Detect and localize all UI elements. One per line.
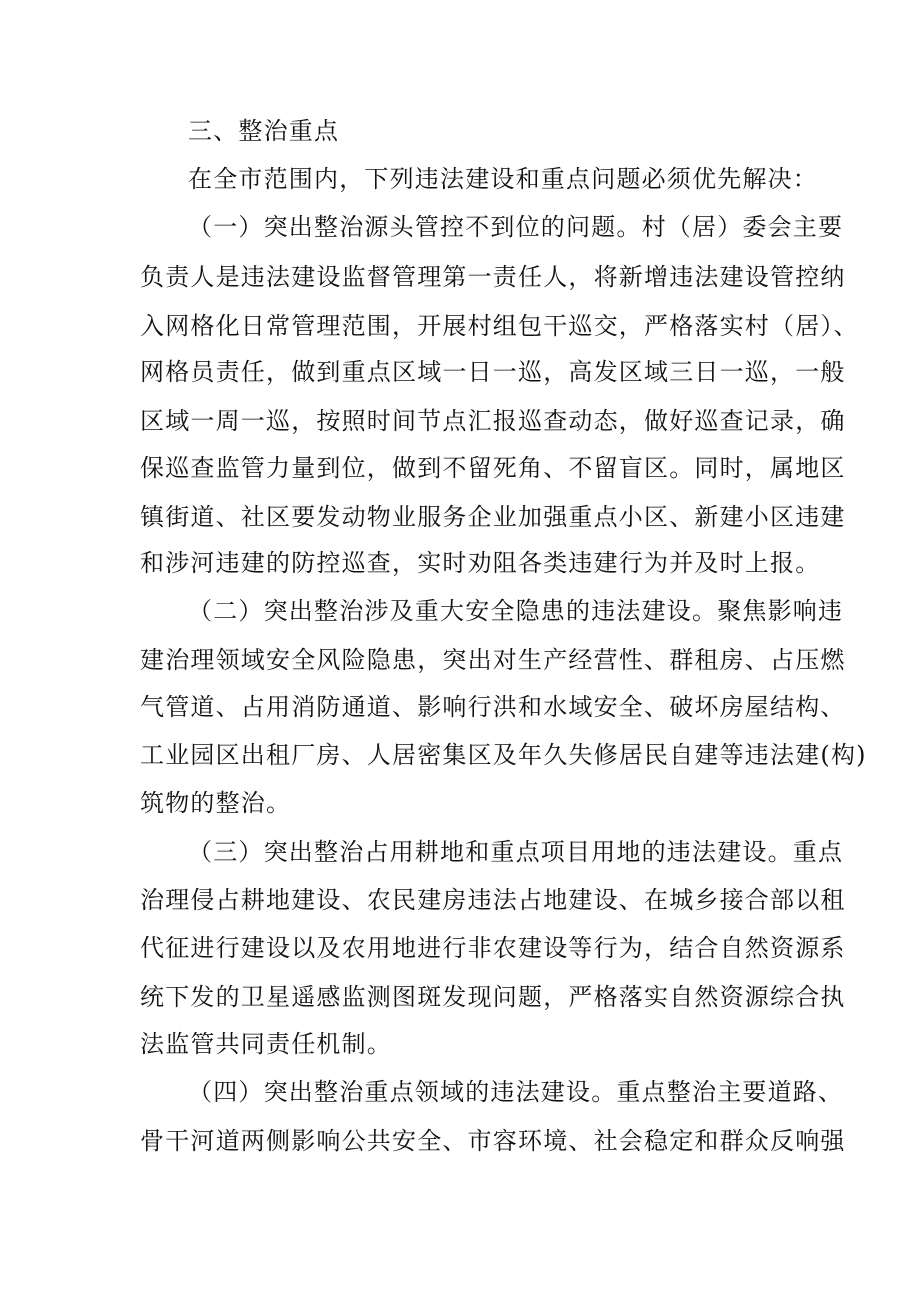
- paragraph-line: 区域一周一巡，按照时间节点汇报巡查动态，做好巡查记录，确: [140, 407, 846, 435]
- paragraph-line: （四）突出整治重点领域的违法建设。重点整治主要道路、: [188, 1078, 844, 1106]
- paragraph-line: 气管道、占用消防通道、影响行洪和水域安全、破坏房屋结构、: [140, 693, 846, 721]
- paragraph-line: 和涉河违建的防控巡查，实时劝阻各类违建行为并及时上报。: [140, 549, 821, 577]
- paragraph-line: 网格员责任，做到重点区域一日一巡，高发区域三日一巡，一般: [140, 358, 846, 386]
- section-heading: 三、整治重点: [188, 117, 340, 145]
- paragraph-line: （二）突出整治涉及重大安全隐患的违法建设。聚焦影响违: [188, 597, 844, 625]
- paragraph-line: 工业园区出租厂房、人居密集区及年久失修居民自建等违法建(构): [140, 741, 867, 769]
- paragraph-line: （一）突出整治源头管控不到位的问题。村（居）委会主要: [188, 213, 844, 241]
- paragraph-line: 治理侵占耕地建设、农民建房违法占地建设、在城乡接合部以租: [140, 886, 846, 914]
- paragraph-line: 负责人是违法建设监督管理第一责任人，将新增违法建设管控纳: [140, 263, 846, 291]
- paragraph-line: （三）突出整治占用耕地和重点项目用地的违法建设。重点: [188, 838, 844, 866]
- paragraph-line: 筑物的整治。: [140, 789, 292, 817]
- paragraph-line: 代征进行建设以及农用地进行非农建设等行为，结合自然资源系: [140, 934, 846, 962]
- paragraph-line: 建治理领域安全风险隐患，突出对生产经营性、群租房、占压燃: [140, 646, 846, 674]
- paragraph-line: 镇街道、社区要发动物业服务企业加强重点小区、新建小区违建: [140, 503, 846, 531]
- paragraph-line: 骨干河道两侧影响公共安全、市容环境、社会稳定和群众反响强: [140, 1127, 846, 1155]
- paragraph-line: 法监管共同责任机制。: [140, 1030, 392, 1058]
- paragraph-intro: 在全市范围内，下列违法建设和重点问题必须优先解决：: [188, 165, 818, 193]
- paragraph-line: 保巡查监管力量到位，做到不留死角、不留盲区。同时，属地区: [140, 454, 846, 482]
- paragraph-line: 统下发的卫星遥感监测图斑发现问题，严格落实自然资源综合执: [140, 983, 846, 1011]
- paragraph-line: 入网格化日常管理范围，开展村组包干巡交，严格落实村（居）、: [140, 312, 859, 340]
